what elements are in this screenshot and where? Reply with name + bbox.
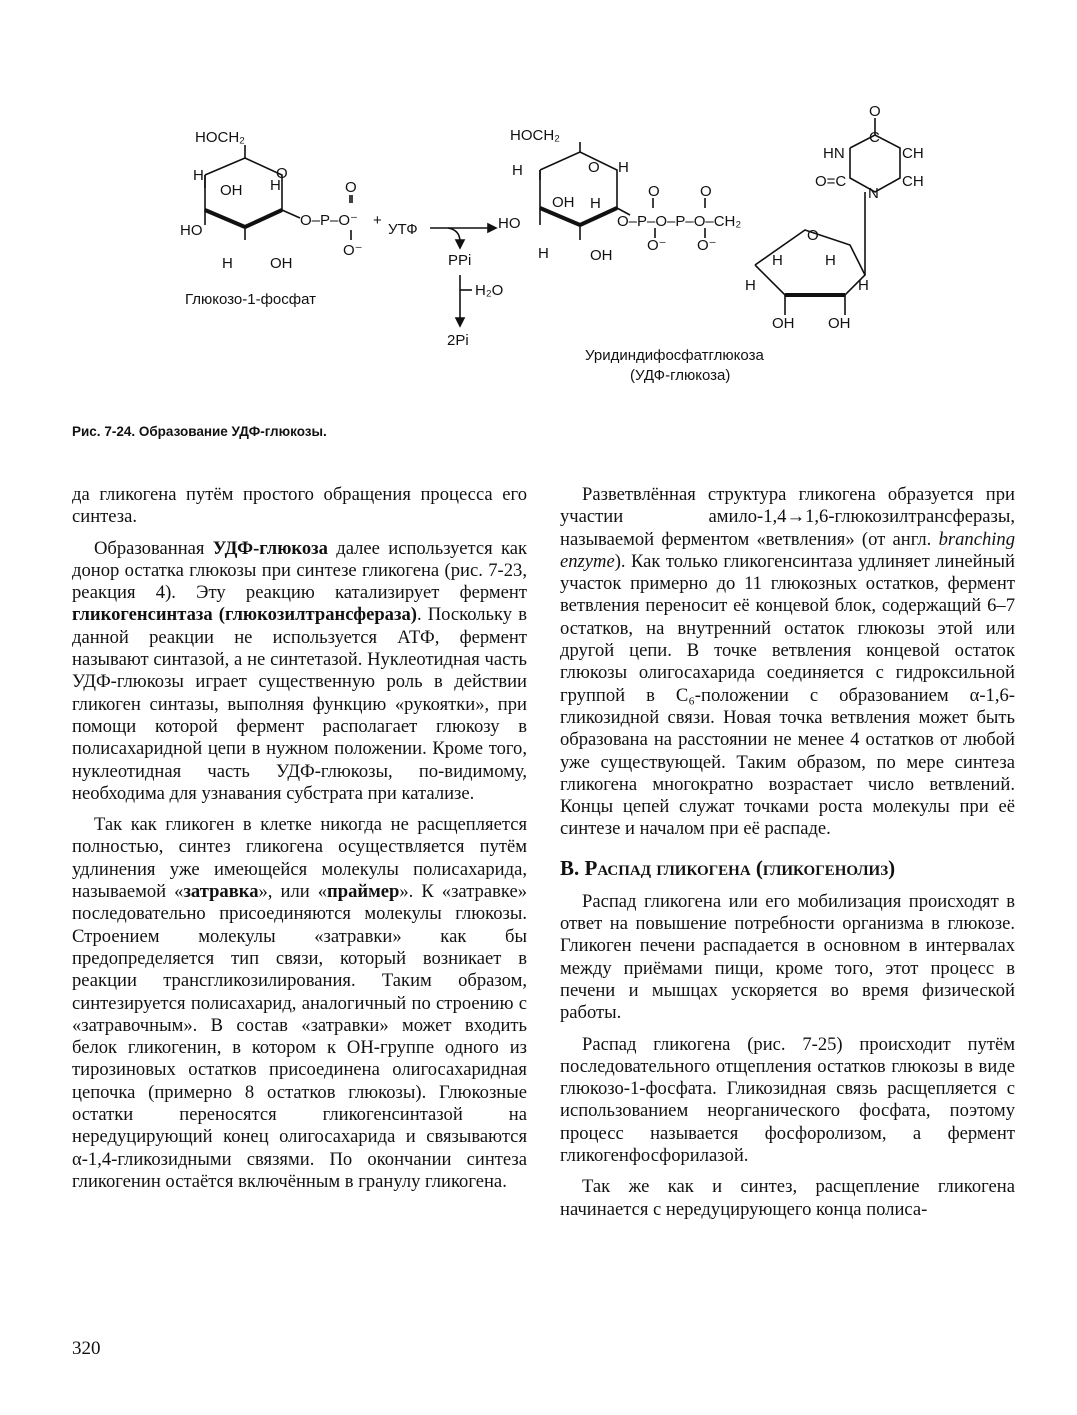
product-ho-label: HO: [498, 215, 521, 232]
byproduct-ppi-label: PPi: [448, 252, 472, 269]
product-p1-minus-label: O⁻: [647, 237, 667, 254]
product-anomeric-h-label: H: [618, 159, 629, 176]
reactant-ring-h-label: H: [270, 177, 281, 194]
term-branching-enzyme: branching enzyme: [560, 528, 1015, 572]
reactant-oh-label: OH: [220, 182, 243, 199]
page-number: 320: [72, 1338, 101, 1359]
ribose-h3-label: H: [745, 277, 756, 294]
product-ring-o-label: O: [588, 159, 600, 176]
product-p2-o-label: O: [700, 183, 712, 200]
figure-caption: Рис. 7-24. Образование УДФ-глюкозы.: [72, 424, 327, 439]
product-p1-o-label: O: [648, 183, 660, 200]
product-hoch2-label: HOCH₂: [510, 127, 560, 144]
reagent-utp-label: УТФ: [388, 221, 418, 238]
uracil-ch1-label: CH: [902, 145, 924, 162]
uracil-ch2-label: CH: [902, 173, 924, 190]
ribose-oh2-label: OH: [828, 315, 851, 332]
reactant-h-label: H: [193, 167, 204, 184]
ribose-oh1-label: OH: [772, 315, 795, 332]
uracil-oc-label: O=C: [815, 173, 847, 190]
reactant-ring-o-label: O: [276, 165, 288, 182]
product-name-line2: (УДФ-глюкоза): [630, 367, 731, 384]
right-paragraph-4: Так же как и синтез, расщепление гликогена начинается с нередуцирующего конца полиса-: [560, 1176, 1015, 1220]
left-paragraph-3: Так как гликоген в клетке никогда не расщепляется полностью, синтез гликогена осуществляется путём удлинения уже имеющейся молекулы полисахарида, называемой «затравка», или «праймер». К «затравке» последовательно присоединяются молекулы глюкозы. Строением молекулы «затравки» как бы предопределяется тип связи, который возникает в реакции трансгликозилирования. Таким образом, синтезируется полисахарид, аналогичный по строению с «затравочным». В состав «затравки» может входить белок гликогенин, в котором к ОН-группе одного из тирозиновых остатков присоединена олигосахаридная цепочка (примерно 8 остатков глюкозы). Глюкозные остатки переносятся гликогенсинтазой на нередуцирующий конец олигосахарида и связываются α-1,4-гликозидными связями. По окончании синтеза гликогенин остаётся включённым в гранулу гликогена.: [72, 814, 527, 1192]
product-p2-minus-label: O⁻: [697, 237, 717, 254]
uracil-hn-label: HN: [823, 145, 845, 162]
reactant-phosphate-label: O–P–O⁻: [300, 212, 358, 229]
product-bottom-h-label: H: [538, 245, 549, 262]
right-paragraph-2: Распад гликогена или его мобилизация происходят в ответ на повышение потребности организма в глюкозе. Гликоген печени распадается в основном в интервалах между приёмами пищи, кроме того, этот процесс в печени и мышцах ускоряется во время физической работы.: [560, 890, 1015, 1024]
section-heading: В. Распад гликогена (гликогенолиз): [560, 855, 896, 880]
product-name-line1: Уридиндифосфатглюкоза: [585, 347, 764, 364]
product-h-label: H: [512, 162, 523, 179]
uracil-n-label: N: [868, 185, 879, 202]
ribose-o-label: O: [807, 227, 819, 244]
product-bottom-oh-label: OH: [590, 247, 613, 264]
reactant-phosphate-o-label: O: [345, 179, 357, 196]
udp-glucose-formation-figure: [160, 100, 940, 400]
ribose-h4-label: H: [858, 277, 869, 294]
reactant-bottom-oh-label: OH: [270, 255, 293, 272]
product-oh-label: OH: [552, 194, 575, 211]
uracil-c-label: C: [869, 129, 880, 146]
term-udp-glucose: УДФ-глюкоза: [212, 537, 328, 559]
term-primer: праймер: [327, 881, 400, 903]
product-2pi-label: 2Pi: [447, 332, 469, 349]
reactant-plus-label: +: [373, 212, 382, 229]
reactant-phosphate-minus-label: O⁻: [343, 242, 363, 259]
reactant-hoch2-label: HOCH₂: [195, 129, 245, 146]
ribose-h2-label: H: [825, 252, 836, 269]
reactant-bottom-h-label: H: [222, 255, 233, 272]
right-paragraph-3: Распад гликогена (рис. 7-25) происходит путём последовательного отщепления остатков глюкозы в виде глюкозо-1-фосфата. Гликозидная связь расщепляется с использованием неорганического фосфата, поэтому процесс называется фосфоролизом, а фермент гликогенфосфорилазой.: [560, 1033, 1015, 1167]
right-column: [560, 484, 1015, 1230]
water-label: H₂O: [475, 282, 504, 299]
term-glycogen-synthase: гликогенсинтаза (глюкозилтрансфераза): [72, 604, 417, 626]
left-column: [72, 484, 527, 1202]
product-ring-h-label: H: [590, 195, 601, 212]
reactant-ho-label: HO: [180, 222, 203, 239]
left-paragraph-1: да гликогена путём простого обращения процесса его синтеза.: [72, 484, 527, 528]
left-paragraph-2: Образованная УДФ-глюкоза далее используется как донор остатка глюкозы при синтезе гликогена (рис. 7-23, реакция 4). Эту реакцию катализирует фермент гликогенсинтаза (глюкозилтрансфераза). Поскольку в данной реакции не используется АТФ, фермент называют синтазой, а не синтетазой. Нуклеотидная часть УДФ-глюкозы играет существенную роль в действии гликоген синтазы, выполняя функцию «рукоятки», при помощи которой фермент располагает глюкозу в полисахаридной цепи в нужном положении. Кроме того, нуклеотидная часть УДФ-глюкозы, по-видимому, необходима для узнавания субстрата при катализе.: [72, 537, 527, 804]
uracil-top-o-label: O: [869, 103, 881, 120]
product-diphosphate-label: O–P–O–P–O–CH₂: [617, 213, 742, 230]
right-paragraph-1: Разветвлённая структура гликогена образуется при участии амило-1,4→1,6-глюкозилтрансферазы, называемой ферментом «ветвления» (от англ. branching enzyme). Как только гликогенсинтаза удлиняет линейный участок примерно до 11 глюкозных остатков, фермент ветвления переносит её концевой блок, содержащий 6–7 остатков, на внутренний остаток глюкозы этой или другой цепи. В точке ветвления концевой остаток глюкозы олигосахарида соединяется с гидроксильной группой в C₆-положении с образованием α-1,6-гликозидной связи. Новая точка ветвления может быть образована на расстоянии не менее 4 остатков от любой уже существующей. Таким образом, по мере синтеза гликогена многократно возрастает число ветвлений. Концы цепей служат точками роста молекулы при её синтезе и началом при её распаде.: [560, 484, 1015, 840]
reactant-name: Глюкозо-1-фосфат: [185, 291, 316, 308]
ribose-h1-label: H: [772, 252, 783, 269]
term-zatravka: затравка: [183, 881, 259, 903]
